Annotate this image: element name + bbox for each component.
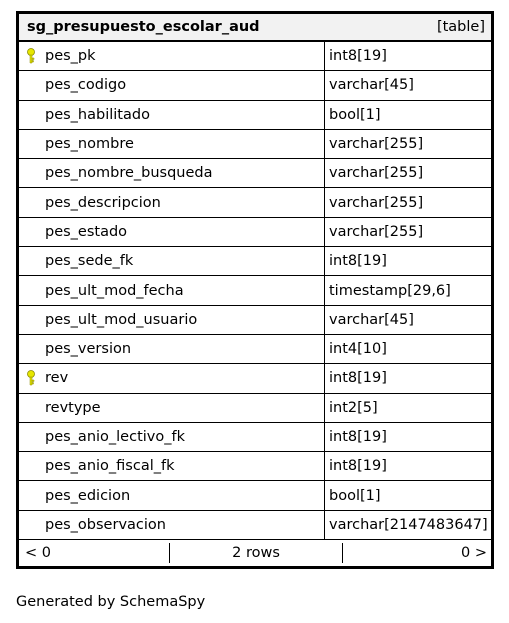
column-row — [19, 423, 491, 452]
footer-row-count: 2 rows — [170, 543, 343, 563]
column-row — [19, 511, 491, 540]
column-type: int2[5] — [329, 399, 378, 416]
column-type: int8[19] — [329, 48, 387, 65]
column-name-cell — [19, 364, 325, 392]
column-type: int8[19] — [329, 458, 387, 475]
column-row — [19, 159, 491, 188]
column-name-cell — [19, 481, 325, 509]
column-row — [19, 101, 491, 130]
column-name: pes_edicion — [45, 487, 131, 504]
primary-key-icon — [26, 370, 36, 386]
column-name: pes_anio_lectivo_fk — [45, 429, 185, 445]
column-row — [19, 188, 491, 217]
table-kind-label: [table] — [436, 19, 485, 35]
column-name-cell — [19, 276, 325, 304]
column-name-cell — [19, 394, 325, 422]
column-type: varchar[45] — [329, 77, 414, 94]
column-name-cell — [19, 247, 325, 275]
column-type: varchar[255] — [329, 194, 424, 211]
generated-by-label: Generated by SchemaSpy — [16, 594, 206, 610]
column-name-cell — [19, 130, 325, 158]
column-name: pes_version — [45, 341, 132, 358]
footer-children-count: 0 > — [461, 545, 487, 562]
column-name: pes_descripcion — [45, 194, 161, 211]
column-name: pes_ult_mod_fecha — [45, 282, 184, 299]
column-name-cell — [19, 335, 325, 363]
column-type: bool[1] — [329, 106, 381, 123]
column-type: varchar[255] — [329, 165, 424, 182]
column-row — [19, 42, 491, 71]
table-name: sg_presupuesto_escolar_aud — [27, 19, 260, 35]
column-row — [19, 247, 491, 276]
column-name: pes_anio_fiscal_fk — [45, 458, 175, 475]
column-name: pes_pk — [45, 48, 96, 65]
column-name-cell — [19, 452, 325, 480]
primary-key-icon — [26, 48, 36, 64]
column-row — [19, 452, 491, 481]
column-row — [19, 218, 491, 247]
column-row — [19, 130, 491, 159]
column-name: pes_observacion — [45, 516, 166, 533]
schema-table-box — [16, 11, 494, 569]
column-type: int8[19] — [329, 253, 387, 270]
column-name: pes_sede_fk — [45, 253, 134, 270]
column-row — [19, 364, 491, 393]
column-name-cell — [19, 306, 325, 334]
column-type: varchar[45] — [329, 311, 414, 328]
column-list — [19, 42, 491, 540]
column-name-cell — [19, 159, 325, 187]
column-name-cell — [19, 188, 325, 216]
column-type: varchar[2147483647] — [329, 516, 488, 533]
column-name-cell — [19, 423, 325, 451]
column-name-cell — [19, 218, 325, 246]
column-name-cell — [19, 511, 325, 539]
column-row — [19, 394, 491, 423]
column-name: pes_nombre — [45, 136, 134, 153]
column-type: varchar[255] — [329, 136, 424, 153]
column-name: pes_codigo — [45, 77, 127, 94]
column-row — [19, 306, 491, 335]
table-header — [19, 14, 491, 42]
column-name: pes_habilitado — [45, 106, 150, 123]
column-name: revtype — [45, 399, 101, 416]
column-name-cell — [19, 42, 325, 70]
column-row — [19, 481, 491, 510]
column-row — [19, 71, 491, 100]
column-type: int4[10] — [329, 341, 387, 358]
column-name: pes_nombre_busqueda — [45, 165, 213, 182]
column-type: varchar[255] — [329, 223, 424, 240]
table-footer — [19, 540, 491, 566]
column-row — [19, 276, 491, 305]
column-name: pes_estado — [45, 223, 128, 240]
column-name: rev — [45, 370, 69, 387]
column-type: bool[1] — [329, 487, 381, 504]
column-type: int8[19] — [329, 370, 387, 387]
column-row — [19, 335, 491, 364]
footer-parents-count: < 0 — [19, 543, 170, 563]
column-name: pes_ult_mod_usuario — [45, 311, 198, 328]
column-name-cell — [19, 71, 325, 99]
column-type: timestamp[29,6] — [329, 282, 451, 299]
column-type: int8[19] — [329, 429, 387, 445]
column-name-cell — [19, 101, 325, 129]
